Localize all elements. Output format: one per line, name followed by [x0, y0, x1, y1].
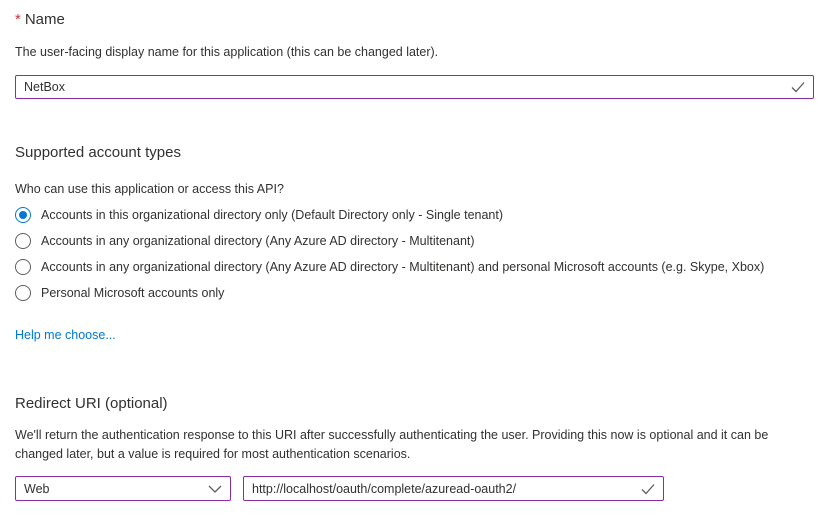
platform-select[interactable]: [15, 476, 231, 501]
check-icon: [641, 483, 655, 495]
name-label: Name: [24, 11, 65, 28]
name-description: The user-facing display name for this application (this can be changed later).: [15, 45, 439, 59]
radio-option-label: Personal Microsoft accounts only: [41, 286, 225, 300]
check-icon: [791, 81, 805, 93]
radio-option-label: Accounts in any organizational directory (Any Azure AD directory - Multitenant) and personal Microsoft accounts (e.g. Skype, Xbox): [41, 260, 765, 274]
name-input[interactable]: [16, 76, 791, 98]
account-types-question: Who can use this application or access this API?: [15, 182, 284, 196]
radio-option-personal-only[interactable]: [15, 285, 814, 301]
account-types-heading: Supported account types: [15, 144, 181, 161]
help-me-choose-link[interactable]: Help me choose...: [15, 328, 116, 342]
radio-option-single-tenant[interactable]: [15, 207, 814, 223]
name-section-heading: [15, 10, 814, 30]
chevron-down-icon: [208, 485, 222, 493]
radio-option-multitenant[interactable]: [15, 233, 814, 249]
radio-option-label: Accounts in this organizational directory only (Default Directory only - Single tenant): [41, 208, 504, 222]
radio-button-icon[interactable]: [15, 259, 31, 275]
required-marker: *: [15, 11, 21, 28]
radio-option-label: Accounts in any organizational directory (Any Azure AD directory - Multitenant): [41, 234, 475, 248]
redirect-uri-heading: Redirect URI (optional): [15, 395, 168, 412]
redirect-uri-description: We'll return the authentication response to this URI after successfully authenticating the user. Providing this now is optional and it can be changed later, but a value is required for most authentication scenarios.: [15, 428, 769, 461]
radio-button-icon[interactable]: [15, 285, 31, 301]
redirect-uri-input[interactable]: [244, 477, 641, 500]
redirect-uri-input-wrap: [243, 476, 664, 501]
redirect-uri-row: [15, 476, 814, 501]
name-input-wrap: [15, 75, 814, 99]
radio-button-icon[interactable]: [15, 233, 31, 249]
platform-select-value: Web: [24, 481, 50, 496]
radio-option-multitenant-personal[interactable]: [15, 259, 814, 275]
radio-button-icon[interactable]: [15, 207, 31, 223]
